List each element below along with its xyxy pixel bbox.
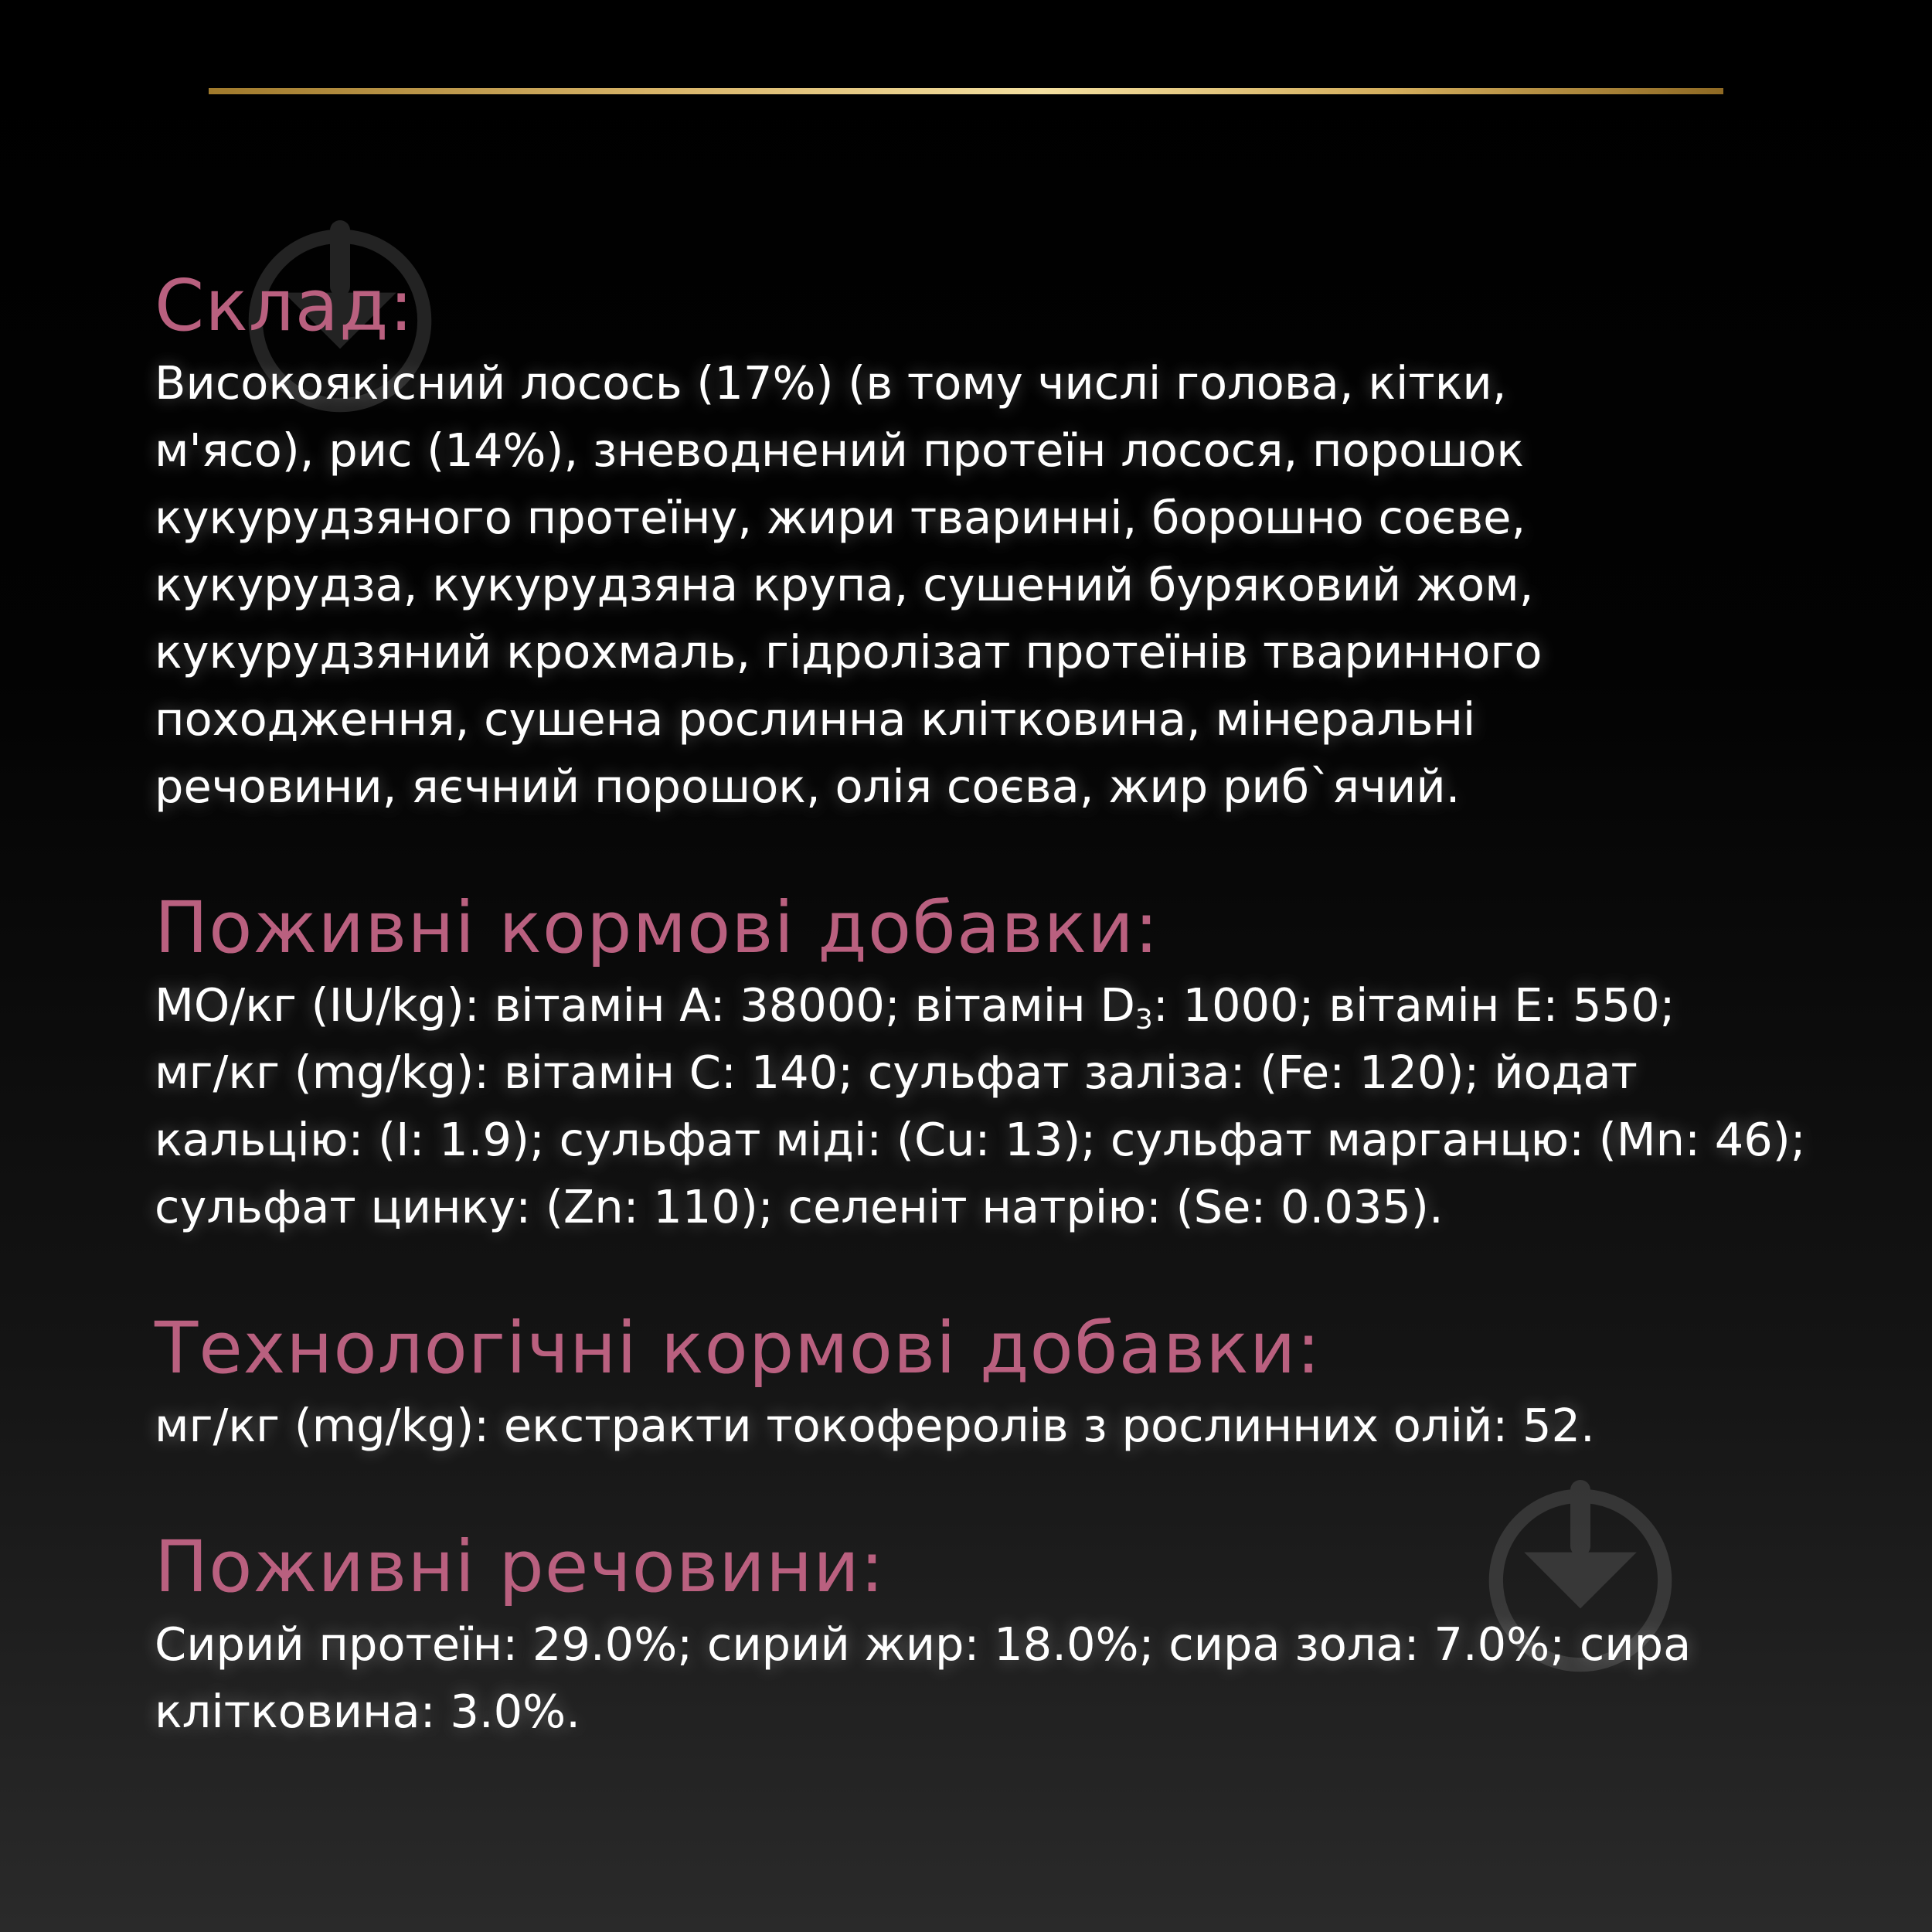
composition-section — [155, 263, 1808, 820]
vitamins-line — [155, 971, 1808, 1039]
vitamins-text-start: МО/кг (IU/kg): вітамін A: 38000; вітамін D — [155, 978, 1135, 1032]
composition-line: кукурудзяного протеїну, жири тваринні, борошно соєве, — [155, 491, 1526, 544]
nutritional-additives-heading: Поживні кормові добавки: — [155, 886, 1159, 969]
technological-additives-section — [155, 1305, 1808, 1459]
composition-line: кукурудзяний крохмаль, гідролізат протеїнів тваринного — [155, 625, 1543, 679]
minerals-text: мг/кг (mg/kg): вітамін C: 140; сульфат заліза: (Fe: 120); йодат кальцію: (I: 1.9); сульфат міді: (Cu: 13); сульфат марганцю: (Mn: 46); сульфат цинку: (Zn: 110); селеніт натрію: (Se: 0.035). — [155, 1046, 1806, 1233]
nutritional-additives-text — [155, 971, 1808, 1240]
nutrients-section — [155, 1524, 1808, 1745]
composition-heading: Склад: — [155, 264, 414, 347]
technological-additives-heading: Технологічні кормові добавки: — [155, 1307, 1321, 1389]
subscript-three: 3 — [1134, 1004, 1153, 1036]
composition-line: речовини, яєчний порошок, олія соєва, жир риб`ячий. — [155, 760, 1461, 813]
nutritional-additives-section — [155, 885, 1808, 1240]
composition-text — [155, 349, 1808, 820]
technological-additives-text: мг/кг (mg/kg): екстракти токоферолів з рослинних олій: 52. — [155, 1399, 1595, 1452]
gold-divider-line — [209, 88, 1723, 94]
composition-line: м'ясо), рис (14%), зневоднений протеїн лосося, порошок — [155, 423, 1524, 477]
vitamins-text-end: : 1000; вітамін E: 550; — [1152, 978, 1675, 1032]
composition-line: кукурудза, кукурудзяна крупа, сушений буряковий жом, — [155, 558, 1534, 611]
nutrients-heading: Поживні речовини: — [155, 1526, 885, 1608]
nutrients-text: Сирий протеїн: 29.0%; сирий жир: 18.0%; сира зола: 7.0%; сира клітковина: 3.0%. — [155, 1617, 1692, 1738]
composition-line: Високоякісний лосось (17%) (в тому числі голова, кітки, — [155, 356, 1507, 410]
product-info — [155, 263, 1808, 1810]
composition-line: походження, сушена рослинна клітковина, мінеральні — [155, 692, 1476, 746]
